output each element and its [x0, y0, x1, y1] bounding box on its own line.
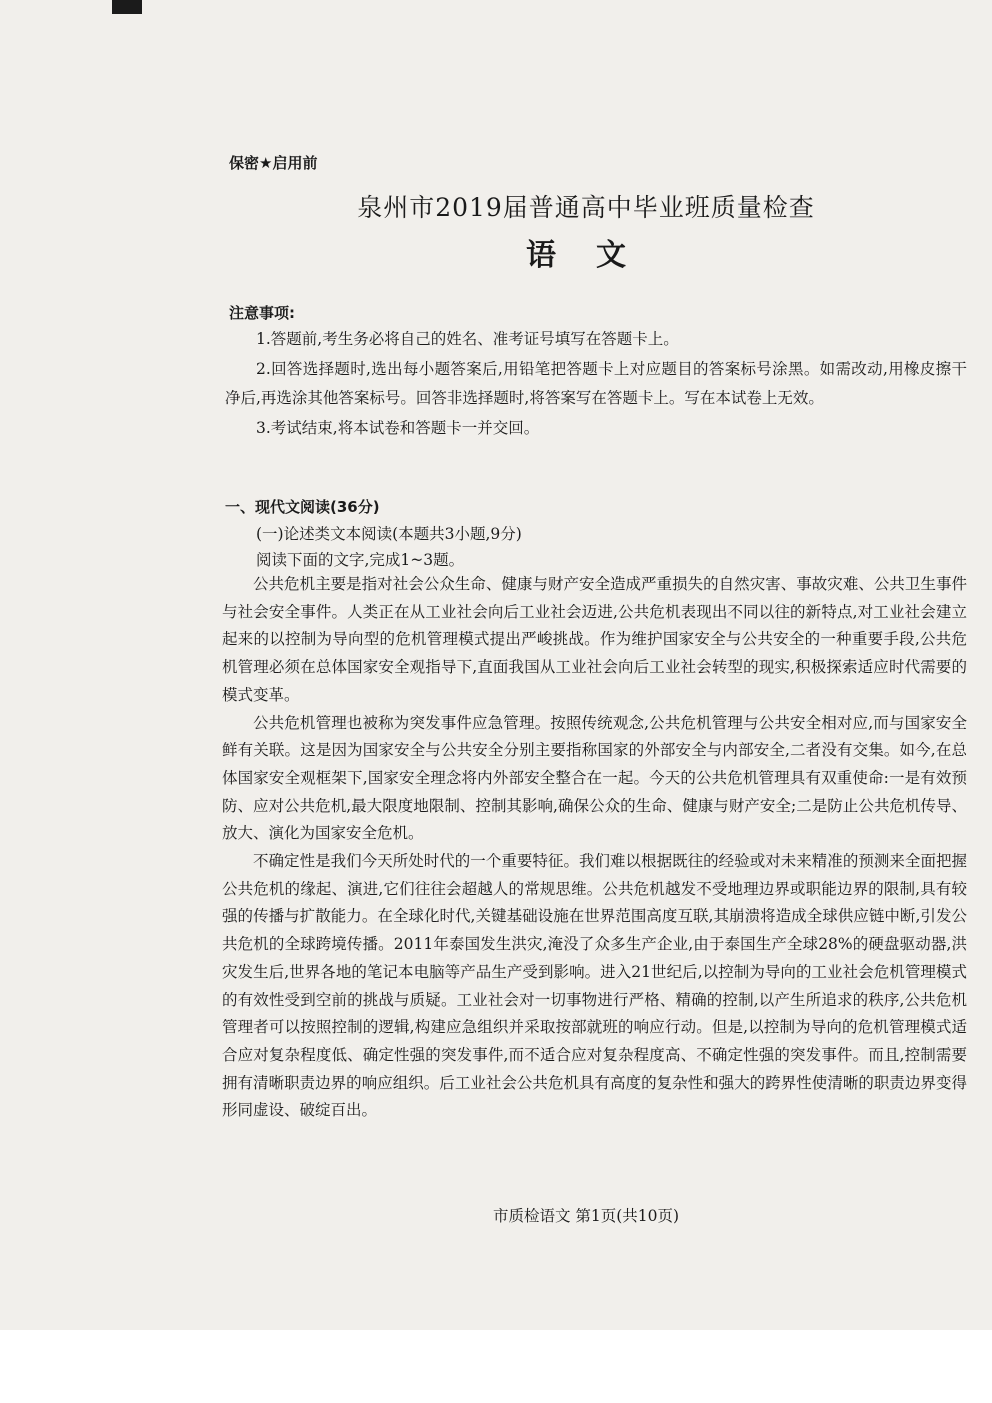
exam-title: 泉州市2019届普通高中毕业班质量检查: [357, 193, 815, 222]
passage-paragraph: 公共危机管理也被称为突发事件应急管理。按照传统观念,公共危机管理与公共安全相对应,而与国家安全鲜有关联。这是因为国家安全与公共安全分别主要指称国家的外部安全与内部安全,二者没有交集。如今,在总体国家安全观框架下,国家安全理念将内外部安全整合在一起。今天的公共危机管理具有双重使命:一是有效预防、应对公共危机,最大限度地限制、控制其影响,确保公众的生命、健康与财产安全;二是防止公共危机传导、放大、演化为国家安全危机。: [222, 713, 967, 843]
passage-paragraph: 不确定性是我们今天所处时代的一个重要特征。我们难以根据既往的经验或对未来精准的预测来全面把握公共危机的缘起、演进,它们往往会超越人的常规思维。公共危机越发不受地理边界或职能边界的限制,具有较强的传播与扩散能力。在全球化时代,关键基础设施在世界范围高度互联,其崩溃将造成全球供应链中断,引发公共危机的全球跨境传播。2011年泰国发生洪灾,淹没了众多生产企业,由于泰国生产全球28%的硬盘驱动器,洪灾发生后,世界各地的笔记本电脑等产品生产受到影响。进入21世纪后,以控制为导向的工业社会危机管理模式的有效性受到空前的挑战与质疑。工业社会对一切事物进行严格、精确的控制,以产生所追求的秩序,公共危机管理者可以按照控制的逻辑,构建应急组织并采取按部就班的响应行动。但是,以控制为导向的危机管理模式适合应对复杂程度低、确定性强的突发事件,而不适合应对复杂程度高、不确定性强的突发事件。而且,控制需要拥有清晰职责边界的响应组织。后工业社会公共危机具有高度的复杂性和强大的跨界性使清晰的职责边界变得形同虚设、破绽百出。: [222, 852, 967, 1120]
notice-list: [225, 325, 967, 443]
notice-heading: 注意事项:: [229, 304, 295, 322]
reading-passage: [222, 571, 967, 1125]
page-footer: 市质检语文 第1页(共10页): [492, 1207, 680, 1225]
section-subheading: (一)论述类文本阅读(本题共3小题,9分): [256, 525, 522, 543]
notice-item: 1.答题前,考生务必将自己的姓名、准考证号填写在答题卡上。: [256, 330, 679, 348]
section-instruction: 阅读下面的文字,完成1~3题。: [256, 551, 465, 569]
notice-item: 2.回答选择题时,选出每小题答案后,用铅笔把答题卡上对应题目的答案标号涂黑。如需改动,用橡皮擦干净后,再选涂其他答案标号。回答非选择题时,将答案写在答题卡上。写在本试卷上无效。: [225, 359, 967, 407]
passage-paragraph: 公共危机主要是指对社会公众生命、健康与财产安全造成严重损失的自然灾害、事故灾难、公共卫生事件与社会安全事件。人类正在从工业社会向后工业社会迈进,公共危机表现出不同以往的新特点,对工业社会建立起来的以控制为导向型的危机管理模式提出严峻挑战。作为维护国家安全与公共安全的一种重要手段,公共危机管理必须在总体国家安全观指导下,直面我国从工业社会向后工业社会转型的现实,积极探索适应时代需要的模式变革。: [222, 575, 967, 704]
classified-label: 保密★启用前: [229, 154, 318, 172]
subject-title: 语文: [526, 238, 666, 273]
section-heading: 一、现代文阅读(36分): [225, 498, 380, 516]
notice-item: 3.考试结束,将本试卷和答题卡一并交回。: [256, 418, 540, 437]
scan-corner-mark: [112, 0, 142, 14]
